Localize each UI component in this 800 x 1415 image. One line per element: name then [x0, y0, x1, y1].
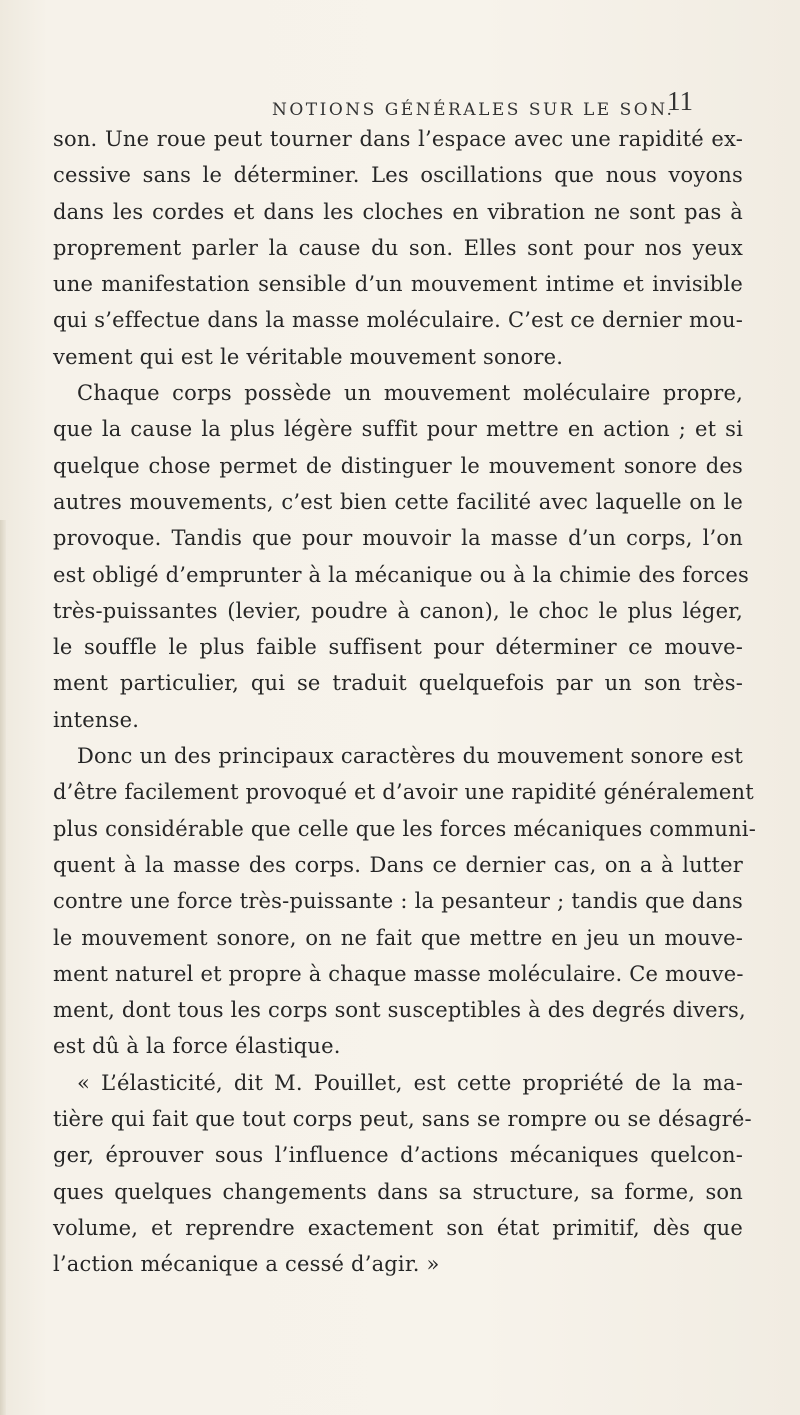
text-line: proprement parler la cause du son. Elles sont pour nos yeux: [53, 235, 743, 260]
text-line: Chaque corps possède un mouvement moléculaire propre,: [77, 381, 743, 406]
text-line: le souffle le plus faible suffisent pour déterminer ce mouve-: [53, 635, 743, 660]
text-line: est dû à la force élastique.: [53, 1034, 341, 1059]
running-title: NOTIONS GÉNÉRALES SUR LE SON.: [272, 100, 675, 120]
text-line: l’action mécanique a cessé d’agir. »: [53, 1252, 440, 1277]
text-line: « L’élasticité, dit M. Pouillet, est cette propriété de la ma-: [77, 1070, 743, 1095]
text-line: plus considérable que celle que les forces mécaniques communi-: [53, 816, 757, 841]
text-line: quelque chose permet de distinguer le mouvement sonore des: [53, 453, 743, 478]
text-line: son. Une roue peut tourner dans l’espace avec une rapidité ex-: [53, 127, 743, 151]
page-edge-shadow: [0, 520, 6, 1415]
text-line: qui s’effectue dans la masse moléculaire. C’est ce dernier mou-: [53, 308, 743, 333]
text-line: intense.: [53, 707, 140, 732]
page-number: 11: [667, 86, 693, 116]
text-line: très-puissantes (levier, poudre à canon), le choc le plus léger,: [53, 598, 743, 623]
body-text: [53, 121, 757, 1283]
text-line: ment particulier, qui se traduit quelquefois par un son très-: [53, 671, 743, 696]
text-line: ques quelques changements dans sa structure, sa forme, son: [53, 1179, 743, 1204]
text-line: volume, et reprendre exactement son état primitif, dès que: [53, 1215, 743, 1240]
text-line: une manifestation sensible d’un mouvement intime et invisible: [53, 272, 743, 297]
text-line: tière qui fait que tout corps peut, sans se rompre ou se désagré-: [53, 1107, 752, 1132]
text-line: que la cause la plus légère suffit pour mettre en action ; et si: [53, 417, 743, 442]
text-line: Donc un des principaux caractères du mouvement sonore est: [77, 744, 743, 769]
text-line: ment, dont tous les corps sont susceptibles à des degrés divers,: [53, 998, 746, 1023]
text-line: est obligé d’emprunter à la mécanique ou à la chimie des forces: [53, 562, 750, 587]
text-line: autres mouvements, c’est bien cette facilité avec laquelle on le: [53, 489, 743, 514]
text-line: provoque. Tandis que pour mouvoir la masse d’un corps, l’on: [53, 526, 743, 551]
text-line: vement qui est le véritable mouvement sonore.: [53, 344, 564, 369]
text-line: cessive sans le déterminer. Les oscillations que nous voyons: [53, 163, 743, 188]
text-line: d’être facilement provoqué et d’avoir une rapidité généralement: [53, 780, 754, 805]
text-line: le mouvement sonore, on ne fait que mettre en jeu un mouve-: [53, 925, 743, 950]
text-line: contre une force très-puissante : la pesanteur ; tandis que dans: [53, 889, 743, 914]
text-line: ger, éprouver sous l’influence d’actions mécaniques quelcon-: [53, 1143, 743, 1168]
text-line: quent à la masse des corps. Dans ce dernier cas, on a à lutter: [53, 852, 743, 877]
text-line: dans les cordes et dans les cloches en vibration ne sont pas à: [53, 199, 743, 224]
text-line: ment naturel et propre à chaque masse moléculaire. Ce mouve-: [53, 961, 744, 986]
